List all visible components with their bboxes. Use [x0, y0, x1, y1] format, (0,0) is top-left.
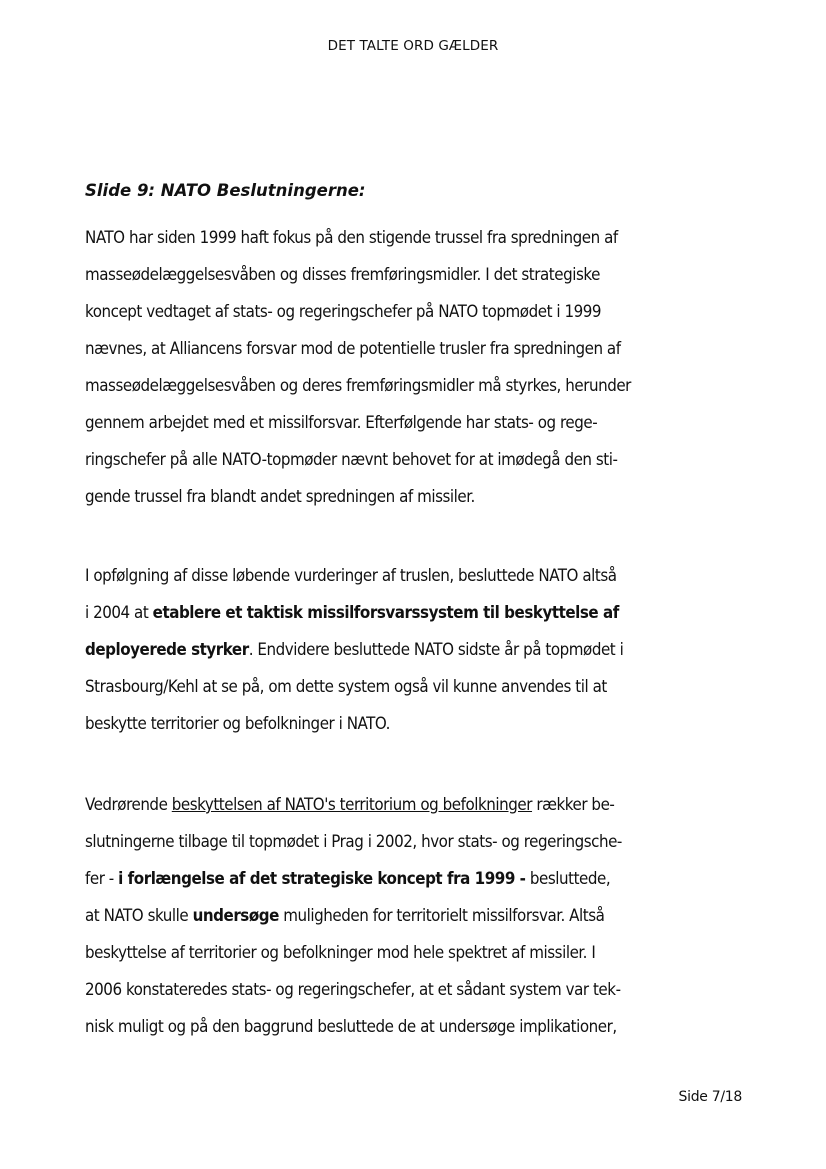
slide-title: Slide 9: NATO Beslutningerne:: [85, 181, 366, 200]
bold-text: i forlængelse af det strategiske koncept fra 1999 -: [118, 868, 526, 888]
text-run: besluttede,: [525, 868, 611, 888]
paragraph-1: [85, 219, 745, 515]
bold-text: undersøge: [192, 905, 279, 925]
paragraph-2-line: I opfølgning af disse løbende vurderinger af truslen, besluttede NATO altså: [85, 565, 617, 585]
underlined-text: beskyttelsen af NATO's territorium og befolkninger: [171, 794, 533, 814]
text-run: fer -: [85, 868, 119, 888]
text-run: . Endvidere besluttede NATO sidste år på topmødet i: [248, 639, 624, 659]
page-header: DET TALTE ORD GÆLDER: [327, 38, 499, 54]
paragraph-3-line: slutningerne tilbage til topmødet i Prag i 2002, hvor stats- og regeringsche-: [85, 831, 622, 851]
paragraph-3-line: [85, 860, 745, 897]
paragraph-1-line: NATO har siden 1999 haft fokus på den stigende trussel fra spredningen af: [85, 227, 618, 247]
paragraph-1-line: nævnes, at Alliancens forsvar mod de potentielle trusler fra spredningen af: [85, 338, 621, 358]
paragraph-3-line: 2006 konstateredes stats- og regeringschefer, at et sådant system var tek-: [85, 979, 621, 999]
paragraph-2: [85, 557, 745, 742]
text-run: Vedrørende: [85, 794, 172, 814]
bold-text: etablere et taktisk missilforsvarssystem til beskyttelse af: [152, 602, 619, 622]
paragraph-3-line: nisk muligt og på den baggrund besluttede de at undersøge implikationer,: [85, 1016, 617, 1036]
text-run: i 2004 at: [85, 602, 153, 622]
page-number: Side 7/18: [678, 1089, 742, 1105]
bold-text: deployerede styrker: [85, 639, 249, 659]
paragraph-2-line: [85, 631, 745, 668]
paragraph-1-line: ringschefer på alle NATO-topmøder nævnt behovet for at imødegå den sti-: [85, 449, 618, 469]
paragraph-2-line: beskytte territorier og befolkninger i NATO.: [85, 713, 390, 733]
paragraph-2-line: Strasbourg/Kehl at se på, om dette system også vil kunne anvendes til at: [85, 676, 607, 696]
paragraph-1-line: gende trussel fra blandt andet spredningen af missiler.: [85, 486, 475, 506]
paragraph-1-line: masseødelæggelsesvåben og disses fremføringsmidler. I det strategiske: [85, 264, 600, 284]
paragraph-3-line: [85, 786, 745, 823]
text-run: at NATO skulle: [85, 905, 193, 925]
paragraph-1-line: koncept vedtaget af stats- og regeringschefer på NATO topmødet i 1999: [85, 301, 602, 321]
paragraph-2-line: [85, 594, 745, 631]
paragraph-3-line: [85, 897, 745, 934]
paragraph-3-line: beskyttelse af territorier og befolkninger mod hele spektret af missiler. I: [85, 942, 596, 962]
paragraph-1-line: masseødelæggelsesvåben og deres fremføringsmidler må styrkes, herunder: [85, 375, 631, 395]
paragraph-3: [85, 786, 745, 1045]
text-run: rækker be-: [532, 794, 615, 814]
paragraph-1-line: gennem arbejdet med et missilforsvar. Efterfølgende har stats- og rege-: [85, 412, 598, 432]
text-run: muligheden for territorielt missilforsvar. Altså: [278, 905, 605, 925]
